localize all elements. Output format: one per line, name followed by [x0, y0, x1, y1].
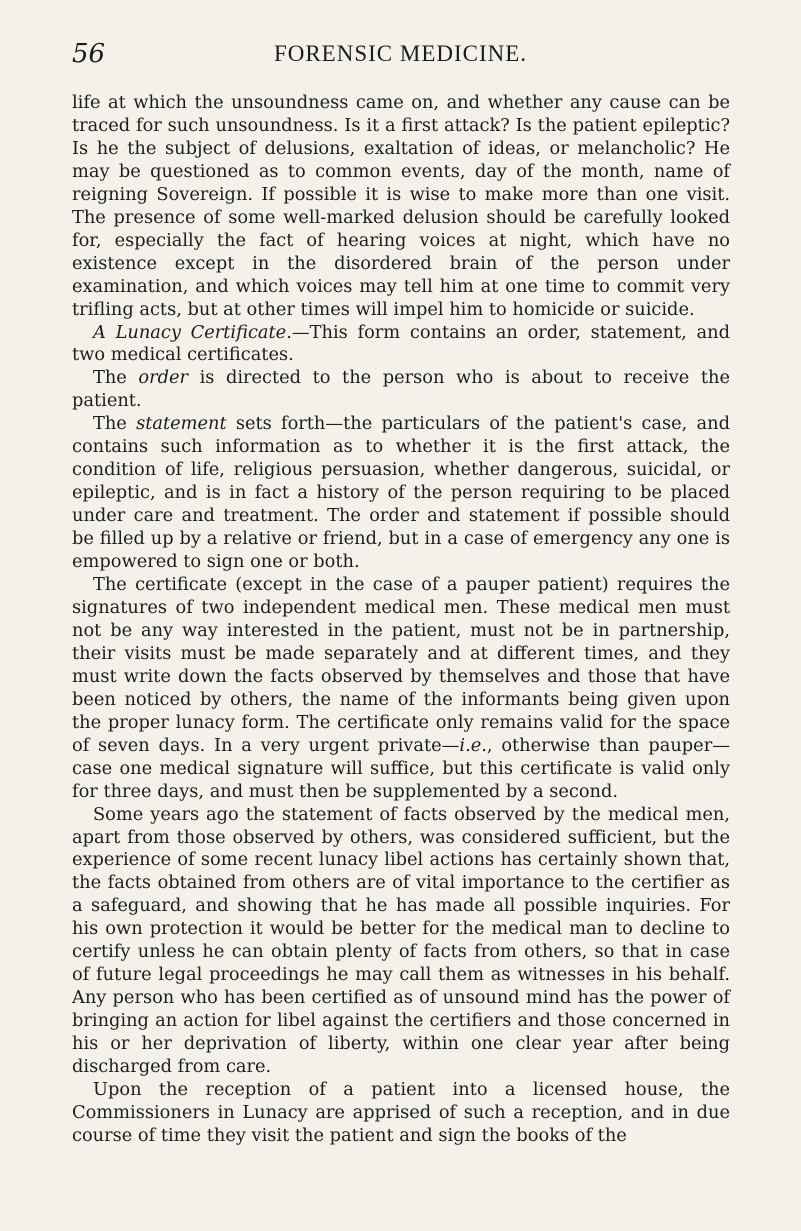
paragraph-lunacy-certificate: A Lunacy Certificate.—This form contains an order, statement, and two medical certificates. [72, 321, 730, 366]
paragraph-1: life at which the unsoundness came on, and whether any cause can be traced for such unsoundness. Is it a first attack? Is the patient epileptic? Is he the subject of delusions, exaltation of ideas, or melancholic? He may be questioned as to common events, day of the month, name of reigning Sovereign. If possible it is wise to make more than one visit. The presence of some well-marked delusion should be carefully looked for, especially the fact of hearing voices at night, which have no existence except in the disordered brain of the person under examination, and which voices may tell him at one time to commit very trifling acts, but at other times will impel him to homicide or suicide. [72, 92, 730, 320]
body-text [72, 92, 730, 1148]
page-number: 56 [72, 39, 106, 69]
term-order: order [138, 367, 189, 389]
running-title: FORENSIC MEDICINE. [273, 41, 528, 66]
section-heading-lunacy-certificate: A Lunacy Certificate. [93, 321, 292, 343]
term-ie: i.e. [459, 734, 487, 756]
term-statement: statement [136, 413, 227, 435]
paragraph-statement: The statement sets forth—the particulars of the patient's case, and contains such information as to whether it is the first attack, the condition of life, religious persuasion, whether dangerous, suicidal, or epileptic, and is in fact a history of the person requiring to be placed under care and treatment. The order and statement if possible should be filled up by a relative or friend, but in a case of emergency any one is empowered to sign one or both. [72, 413, 730, 573]
paragraph-reception: Upon the reception of a patient into a licensed house, the Commissioners in Lunacy are apprised of such a reception, and in due course of time they visit the patient and sign the books of the [72, 1078, 730, 1146]
paragraph-statement-of-facts: Some years ago the statement of facts observed by the medical men, apart from those observed by others, was considered sufficient, but the experience of some recent lunacy libel actions has certainly shown that, the facts obtained from others are of vital importance to the certifier as a safeguard, and showing that he has made all possible inquiries. For his own protection it would be better for the medical man to decline to certify unless he can obtain plenty of facts from others, so that in case of future legal proceedings he may call them as witnesses in his behalf. Any person who has been certified as of unsound mind has the power of bringing an action for libel against the certifiers and those concerned in his or her deprivation of liberty, within one clear year after being discharged from care. [72, 803, 730, 1078]
paragraph-certificate: The certificate (except in the case of a pauper patient) requires the signatures of two independent medical men. These medical men must not be any way interested in the patient, must not be in partnership, their visits must be made separately and at different times, and they must write down the facts observed by themselves and those that have been noticed by others, the name of the informants being given upon the proper lunacy form. The certificate only remains valid for the space of seven days. In a very urgent private—i.e., otherwise than pauper—case one medical signature will suffice, but this certificate is valid only for three days, and must then be supplemented by a second. [72, 574, 730, 802]
paragraph-order: The order is directed to the person who is about to receive the patient. [72, 367, 730, 412]
page-header [72, 34, 729, 74]
